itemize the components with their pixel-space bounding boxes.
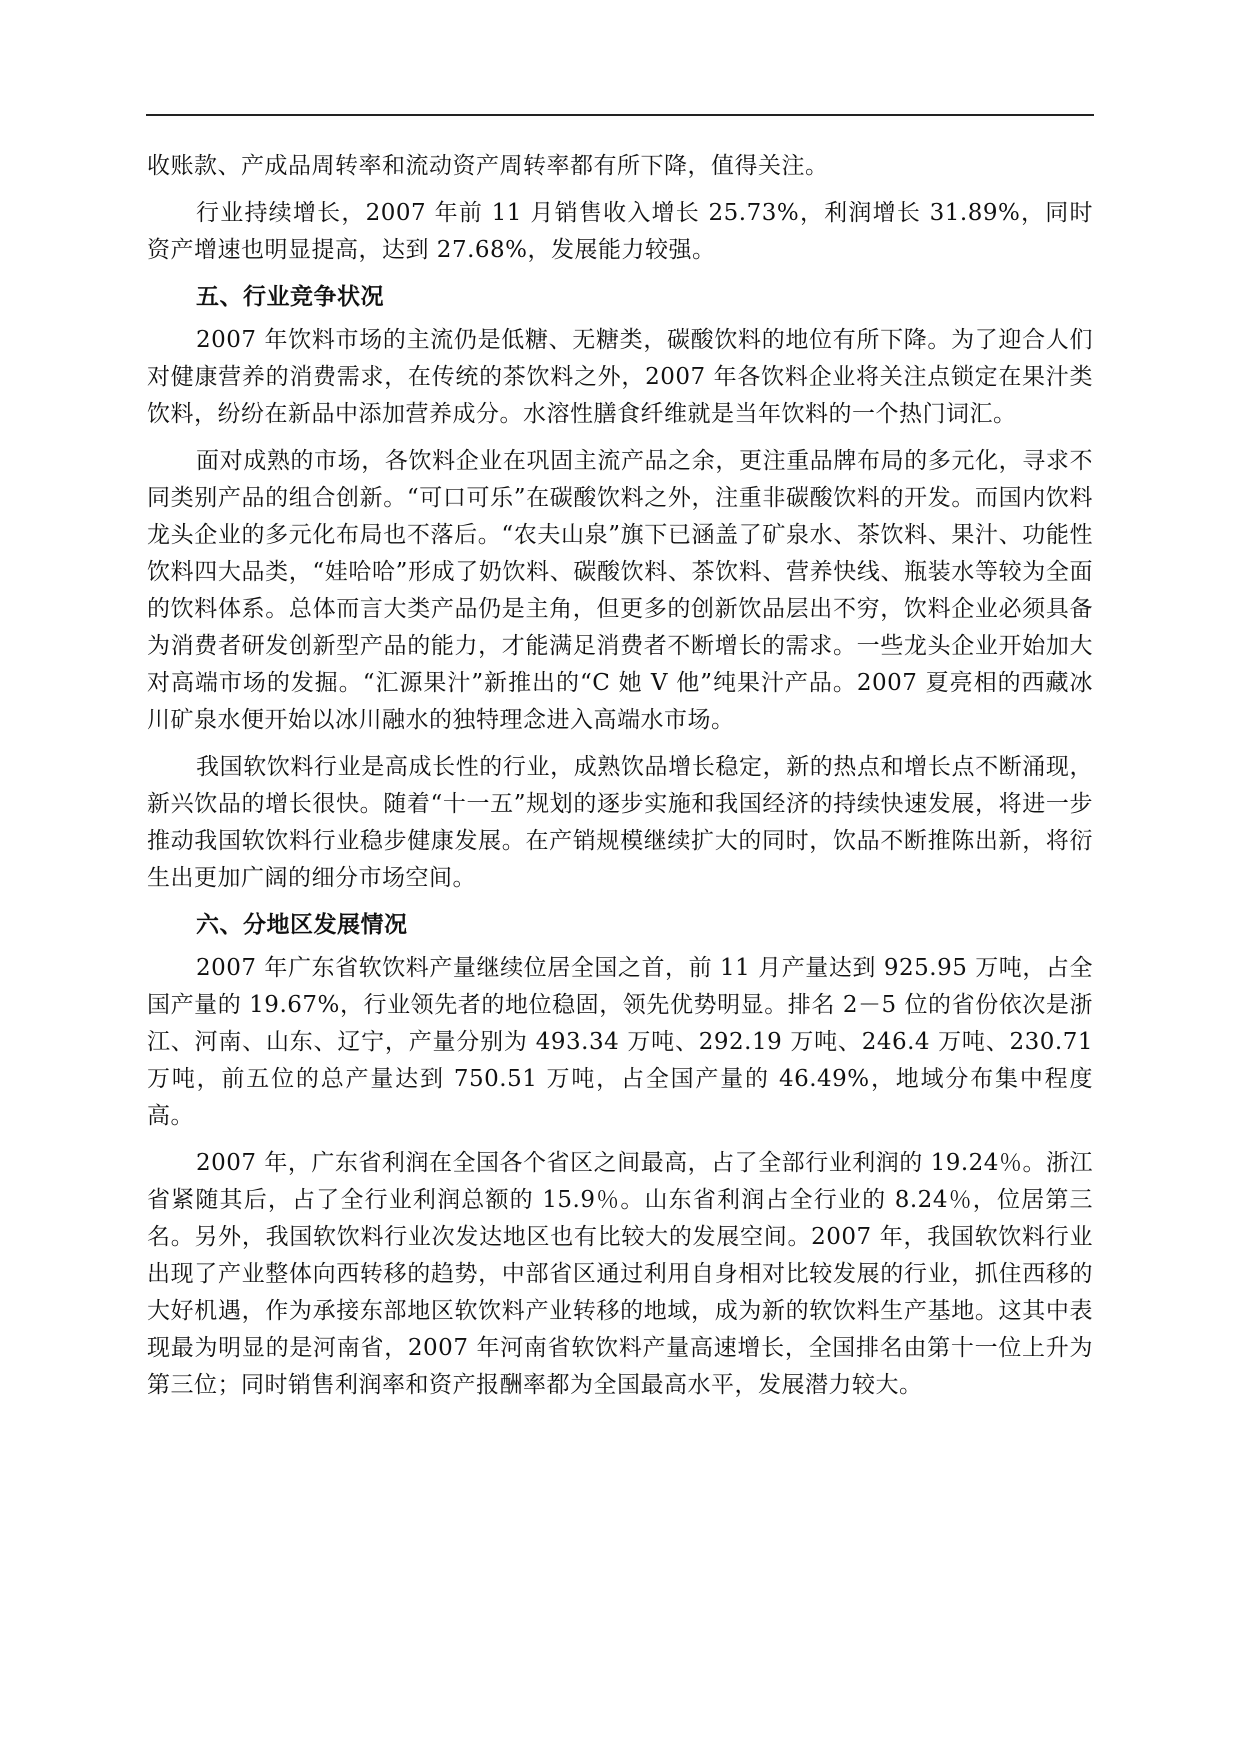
paragraph-continued: 收账款、产成品周转率和流动资产周转率都有所下降，值得关注。 (147, 153, 829, 179)
paragraph-industry-outlook: 我国软饮料行业是高成长性的行业，成熟饮品增长稳定，新的热点和增长点不断涌现，新兴饮品的增长很快。随着“十一五”规划的逐步实施和我国经济的持续快速发展，将进一步推动我国软饮料行业稳步健康发展。在产销规模继续扩大的同时，饮品不断推陈出新，将衍生出更加广阔的细分市场空间。 (147, 754, 1093, 891)
paragraph-regional-profit: 2007 年，广东省利润在全国各个省区之间最高，占了全部行业利润的 19.24％。浙江省紧随其后，占了全行业利润总额的 15.9％。山东省利润占全行业的 8.24％，位居第三名。另外，我国软饮料行业次发达地区也有比较大的发展空间。2007 年，我国软饮料行业出现了产业整体向西转移的趋势，中部省区通过利用自身相对比较发展的行业，抓住西移的大好机遇，作为承接东部地区软饮料产业转移的地域，成为新的软饮料生产基地。这其中表现最为明显的是河南省，2007 年河南省软饮料产量高速增长，全国排名由第十一位上升为第三位；同时销售利润率和资产报酬率都为全国最高水平，发展潜力较大。 (147, 1150, 1093, 1398)
header-rule (146, 114, 1094, 116)
paragraph-brand-diversification: 面对成熟的市场，各饮料企业在巩固主流产品之余，更注重品牌布局的多元化，寻求不同类别产品的组合创新。“可口可乐”在碳酸饮料之外，注重非碳酸饮料的开发。而国内饮料龙头企业的多元化布局也不落后。“农夫山泉”旗下已涵盖了矿泉水、茶饮料、果汁、功能性饮料四大品类，“娃哈哈”形成了奶饮料、碳酸饮料、茶饮料、营养快线、瓶装水等较为全面的饮料体系。总体而言大类产品仍是主角，但更多的创新饮品层出不穷，饮料企业必须具备为消费者研发创新型产品的能力，才能满足消费者不断增长的需求。一些龙头企业开始加大对高端市场的发掘。“汇源果汁”新推出的“C 她 V 他”纯果汁产品。2007 夏亮相的西藏冰川矿泉水便开始以冰川融水的独特理念进入高端水市场。 (147, 448, 1093, 733)
document-body (147, 148, 1093, 1414)
section-heading-competition: 五、行业竞争状况 (196, 284, 384, 310)
paragraph-market-trend: 2007 年饮料市场的主流仍是低糖、无糖类，碳酸饮料的地位有所下降。为了迎合人们对健康营养的消费需求，在传统的茶饮料之外，2007 年各饮料企业将关注点锁定在果汁类饮料，纷纷在新品中添加营养成分。水溶性膳食纤维就是当年饮料的一个热门词汇。 (147, 327, 1093, 427)
section-heading-regional: 六、分地区发展情况 (196, 912, 408, 938)
paragraph-regional-output: 2007 年广东省软饮料产量继续位居全国之首，前 11 月产量达到 925.95 万吨，占全国产量的 19.67%，行业领先者的地位稳固，领先优势明显。排名 2－5 位的省份依次是浙江、河南、山东、辽宁，产量分别为 493.34 万吨、292.19 万吨、246.4 万吨、230.71 万吨，前五位的总产量达到 750.51 万吨，占全国产量的 46.49%，地域分布集中程度高。 (147, 955, 1093, 1129)
paragraph-industry-growth: 行业持续增长，2007 年前 11 月销售收入增长 25.73%，利润增长 31.89%，同时资产增速也明显提高，达到 27.68%，发展能力较强。 (147, 200, 1093, 263)
